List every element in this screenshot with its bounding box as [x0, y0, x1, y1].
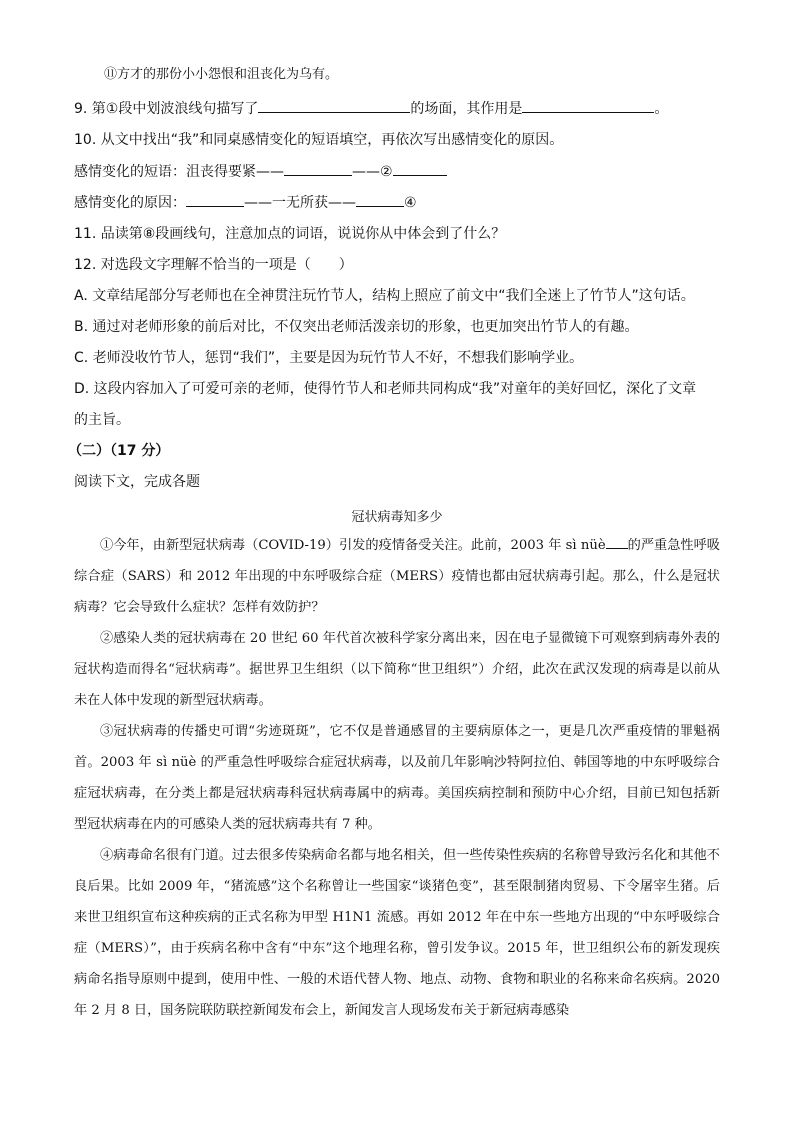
passage-title: 冠状病毒知多少	[351, 510, 443, 525]
paragraph-1-start: ①今年，由新型冠状病毒（COVID-19）引发的疫情备受关注。此前，2003 年 sì nüè	[100, 538, 606, 553]
passage-paragraph-2: ②感染人类的冠状病毒在 20 世纪 60 年代首次被科学家分离出来，因在电子显微镜下可观察到病毒外表的冠状构造而得名“冠状病毒”。据世界卫生组织（以下简称“世卫组织”）介绍，此次在武汉发现的病毒是以前从未在人体中发现的新型冠状病毒。	[74, 631, 720, 708]
question-9-mid: 的场面，其作用是	[410, 101, 523, 117]
reason-end: ④	[404, 195, 417, 211]
question-9-prefix: 9. 第①段中划波浪线句描写了	[74, 101, 259, 117]
question-8-option: ⑪方才的那份小小怨恨和沮丧化为乌有。	[104, 67, 339, 82]
answer-blank[interactable]	[356, 192, 404, 207]
question-10-reason-line	[74, 192, 417, 213]
answer-blank[interactable]	[258, 98, 410, 113]
question-10-phrase-line	[74, 161, 447, 182]
phrase-mid: ——②	[352, 164, 393, 180]
question-11: 11. 品读第⑧段画线句，注意加点的词语，说说你从中体会到了什么？	[74, 226, 506, 242]
passage-paragraph-1	[74, 530, 720, 623]
question-12-stem: 12. 对选段文字理解不恰当的一项是（ ）	[74, 257, 353, 273]
reading-instruction: 阅读下文，完成各题	[74, 474, 200, 490]
answer-blank[interactable]	[393, 161, 447, 176]
passage-paragraph-3: ③冠状病毒的传播史可谓“劣迹斑斑”，它不仅是普通感冒的主要病原体之一，更是几次严重疫情的罪魁祸首。2003 年 sì nüè 的严重急性呼吸综合症冠状病毒，以及前几年影响沙特阿拉伯、韩国等地的中东呼吸综合症冠状病毒，在分类上都是冠状病毒科冠状病毒属中的病毒。美国疾病控制和预防中心介绍，目前已知包括新型冠状病毒在内的可感染人类的冠状病毒共有 7 种。	[74, 724, 720, 832]
option-b: B. 通过对老师形象的前后对比，不仅突出老师活泼亲切的形象，也更加突出竹节人的有趣。	[74, 319, 639, 335]
reason-prefix: 感情变化的原因：	[74, 195, 186, 211]
question-10: 10. 从文中找出“我”和同桌感情变化的短语填空，再依次写出感情变化的原因。	[74, 132, 564, 148]
phrase-prefix: 感情变化的短语：沮丧得要紧——	[74, 164, 284, 180]
question-9	[74, 98, 668, 119]
answer-blank[interactable]	[284, 161, 352, 176]
option-d-line1: D. 这段内容加入了可爱可亲的老师，使得竹节人和老师共同构成“我”对童年的美好回忆，深化了文章	[74, 381, 697, 397]
option-a: A. 文章结尾部分写老师也在全神贯注玩竹节人，结构上照应了前文中“我们全迷上了竹节人”这句话。	[74, 288, 695, 304]
passage-paragraph-4: ④病毒命名很有门道。过去很多传染病命名都与地名相关，但一些传染性疾病的名称曾导致污名化和其他不良后果。比如 2009 年，“猪流感”这个名称曾让一些国家“谈猪色变”，甚至限制猪肉贸易、下令屠宰生猪。后来世卫组织宣布这种疾病的正式名称为甲型 H1N1 流感。再如 2012 年在中东一些地方出现的“中东呼吸综合症（MERS）”，由于疾病名称中含有“中东”这个地理名称，曾引发争议。2015 年，世卫组织公布的新发现疾病命名指导原则中提到，使用中性、一般的术语代替人物、地点、动物、食物和职业的名称来命名疾病。2020 年 2 月 8 日，国务院联防联控新闻发布会上，新闻发言人现场发布关于新冠病毒感染	[74, 848, 720, 1018]
section-heading: （二）（17 分）	[68, 443, 170, 459]
pinyin-blank[interactable]	[606, 536, 628, 549]
reason-mid: ——一无所获——	[244, 195, 356, 211]
option-d-line2: 的主旨。	[74, 412, 130, 428]
option-c: C. 老师没收竹节人，惩罚“我们”，主要是因为玩竹节人不好，不想我们影响学业。	[74, 350, 584, 366]
answer-blank[interactable]	[522, 98, 654, 113]
question-9-end: 。	[654, 101, 669, 117]
answer-blank[interactable]	[186, 192, 244, 207]
paragraph-1-rest: 的严重急性呼吸综合症（SARS）和 2012 年出现的中东呼吸综合症（MERS）疫情也都由冠状病毒引起。那么，什么是冠状病毒？它会导致什么症状？怎样有效防护？	[74, 538, 720, 615]
